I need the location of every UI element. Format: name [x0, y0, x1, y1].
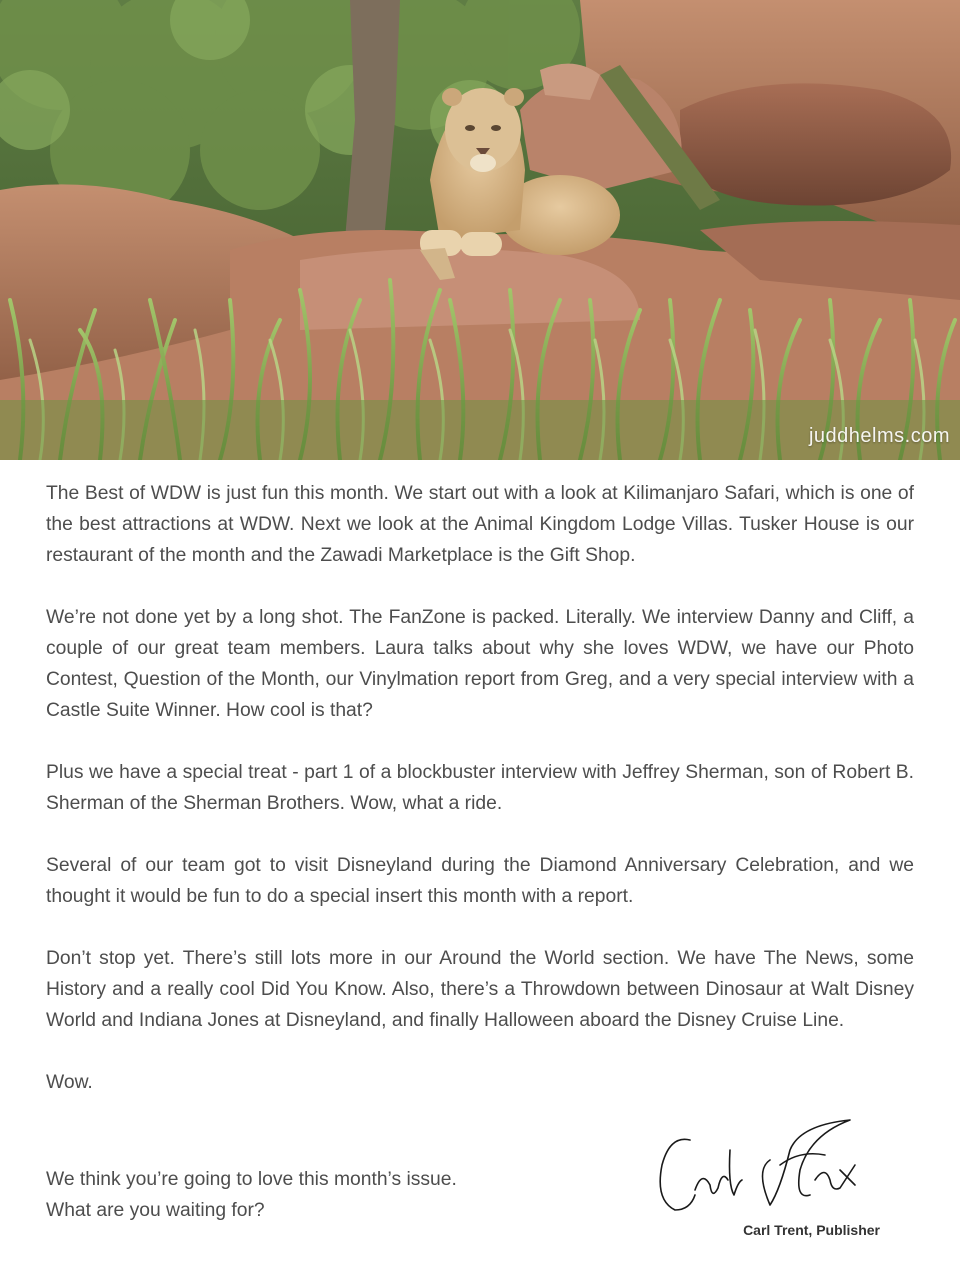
hero-photo [0, 0, 960, 460]
lioness-photo-illustration [0, 0, 960, 460]
paragraph: Wow. [46, 1072, 93, 1093]
paragraph: We’re not done yet by a long shot. The FanZone is packed. Literally. We interview Danny and Cliff, a couple of our great team members. Laura talks about why she loves WDW, we have our Photo Contest, Question of the Month, our Vinylmation report from Greg, and a very special interview with a Castle Suite Winner. How cool is that? [46, 607, 914, 721]
photo-credit: juddhelms.com [808, 425, 950, 447]
paragraph: Don’t stop yet. There’s still lots more in our Around the World section. We have The News, some History and a really cool Did You Know. Also, there’s a Throwdown between Dinosaur at Walt Disney World and Indiana Jones at Disneyland, and finally Halloween aboard the Disney Cruise Line. [46, 948, 914, 1031]
closing-line: We think you’re going to love this month’s issue. [46, 1169, 457, 1190]
paragraph: Plus we have a special treat - part 1 of a blockbuster interview with Jeffrey Sherman, son of Robert B. Sherman of the Sherman Brothers. Wow, what a ride. [46, 762, 914, 814]
paragraph: Several of our team got to visit Disneyland during the Diamond Anniversary Celebration, and we thought it would be fun to do a special insert this month with a report. [46, 855, 914, 907]
closing-lines [46, 1164, 457, 1226]
closing-line: What are you waiting for? [46, 1200, 265, 1221]
signature-caption: Carl Trent, Publisher [743, 1222, 880, 1238]
handwritten-signature [650, 1110, 880, 1220]
letter-body [46, 478, 914, 1098]
paragraph: The Best of WDW is just fun this month. We start out with a look at Kilimanjaro Safari, which is one of the best attractions at WDW. Next we look at the Animal Kingdom Lodge Villas. Tusker House is our restaurant of the month and the Zawadi Marketplace is the Gift Shop. [46, 483, 914, 566]
